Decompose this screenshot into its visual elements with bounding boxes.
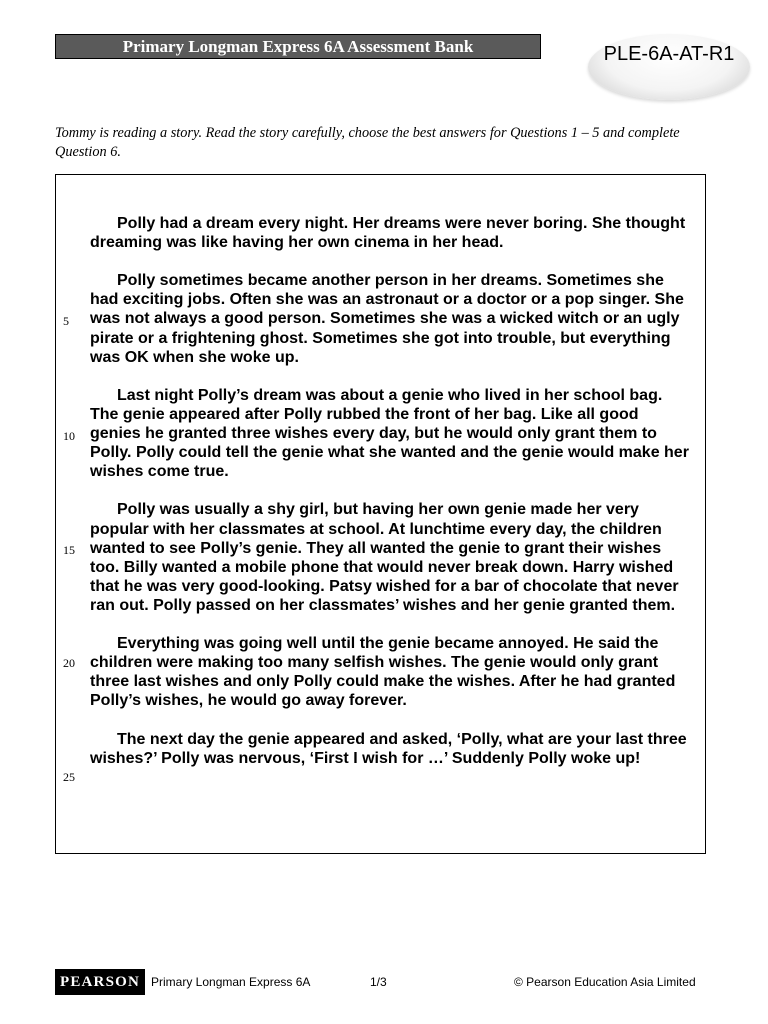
story-text xyxy=(90,214,690,787)
copyright: © Pearson Education Asia Limited xyxy=(514,975,696,989)
story-paragraph: Last night Polly’s dream was about a genie who lived in her school bag. The genie appeared after Polly rubbed the front of her bag. Like all good genies he granted three wishes every day, but he would only grant them to Polly. Polly could tell the genie what she wanted and the genie would make her wishes come true. xyxy=(90,386,689,481)
line-number: 5 xyxy=(63,314,69,328)
line-number: 15 xyxy=(63,543,75,557)
story-paragraph: Polly was usually a shy girl, but having her own genie made her very popular with her classmates at school. At lunchtime every day, the children wanted to see Polly’s genie. They all wanted the genie to grant their wishes too. Billy wanted a mobile phone that would never break down. Harry wished that he was very good-looking. Patsy wished for a bar of chocolate that never ran out. Polly passed on her classmates’ wishes and her genie granted them. xyxy=(90,501,679,614)
footer-book-title: Primary Longman Express 6A xyxy=(151,975,311,989)
story-paragraph: The next day the genie appeared and asked, ‘Polly, what are your last three wishes?’ Polly was nervous, ‘First I wish for …’ Suddenly Polly woke up! xyxy=(90,730,687,767)
line-number: 10 xyxy=(63,429,75,443)
line-number: 25 xyxy=(63,770,75,784)
header-title: Primary Longman Express 6A Assessment Bank xyxy=(55,34,541,59)
pearson-logo: PEARSON xyxy=(55,969,145,995)
story-paragraph: Polly sometimes became another person in her dreams. Sometimes she had exciting jobs. Often she was an astronaut or a doctor or a pop singer. She was not always a good person. Sometimes she was a wicked witch or an ugly pirate or a frightening ghost. Sometimes she got into trouble, but everything was OK when she woke up. xyxy=(90,272,684,366)
instructions: Tommy is reading a story. Read the story carefully, choose the best answers for Questions 1 – 5 and complete Question 6. xyxy=(55,125,680,160)
line-number: 20 xyxy=(63,656,75,670)
page-number: 1/3 xyxy=(370,975,387,989)
assessment-code: PLE-6A-AT-R1 xyxy=(603,43,735,65)
story-paragraph: Polly had a dream every night. Her dreams were never boring. She thought dreaming was like having her own cinema in her head. xyxy=(90,215,686,252)
story-paragraph: Everything was going well until the genie became annoyed. He said the children were making too many selfish wishes. The genie would only grant three last wishes and only Polly could make the wishes. After he had granted Polly’s wishes, he would go away forever. xyxy=(90,635,676,710)
